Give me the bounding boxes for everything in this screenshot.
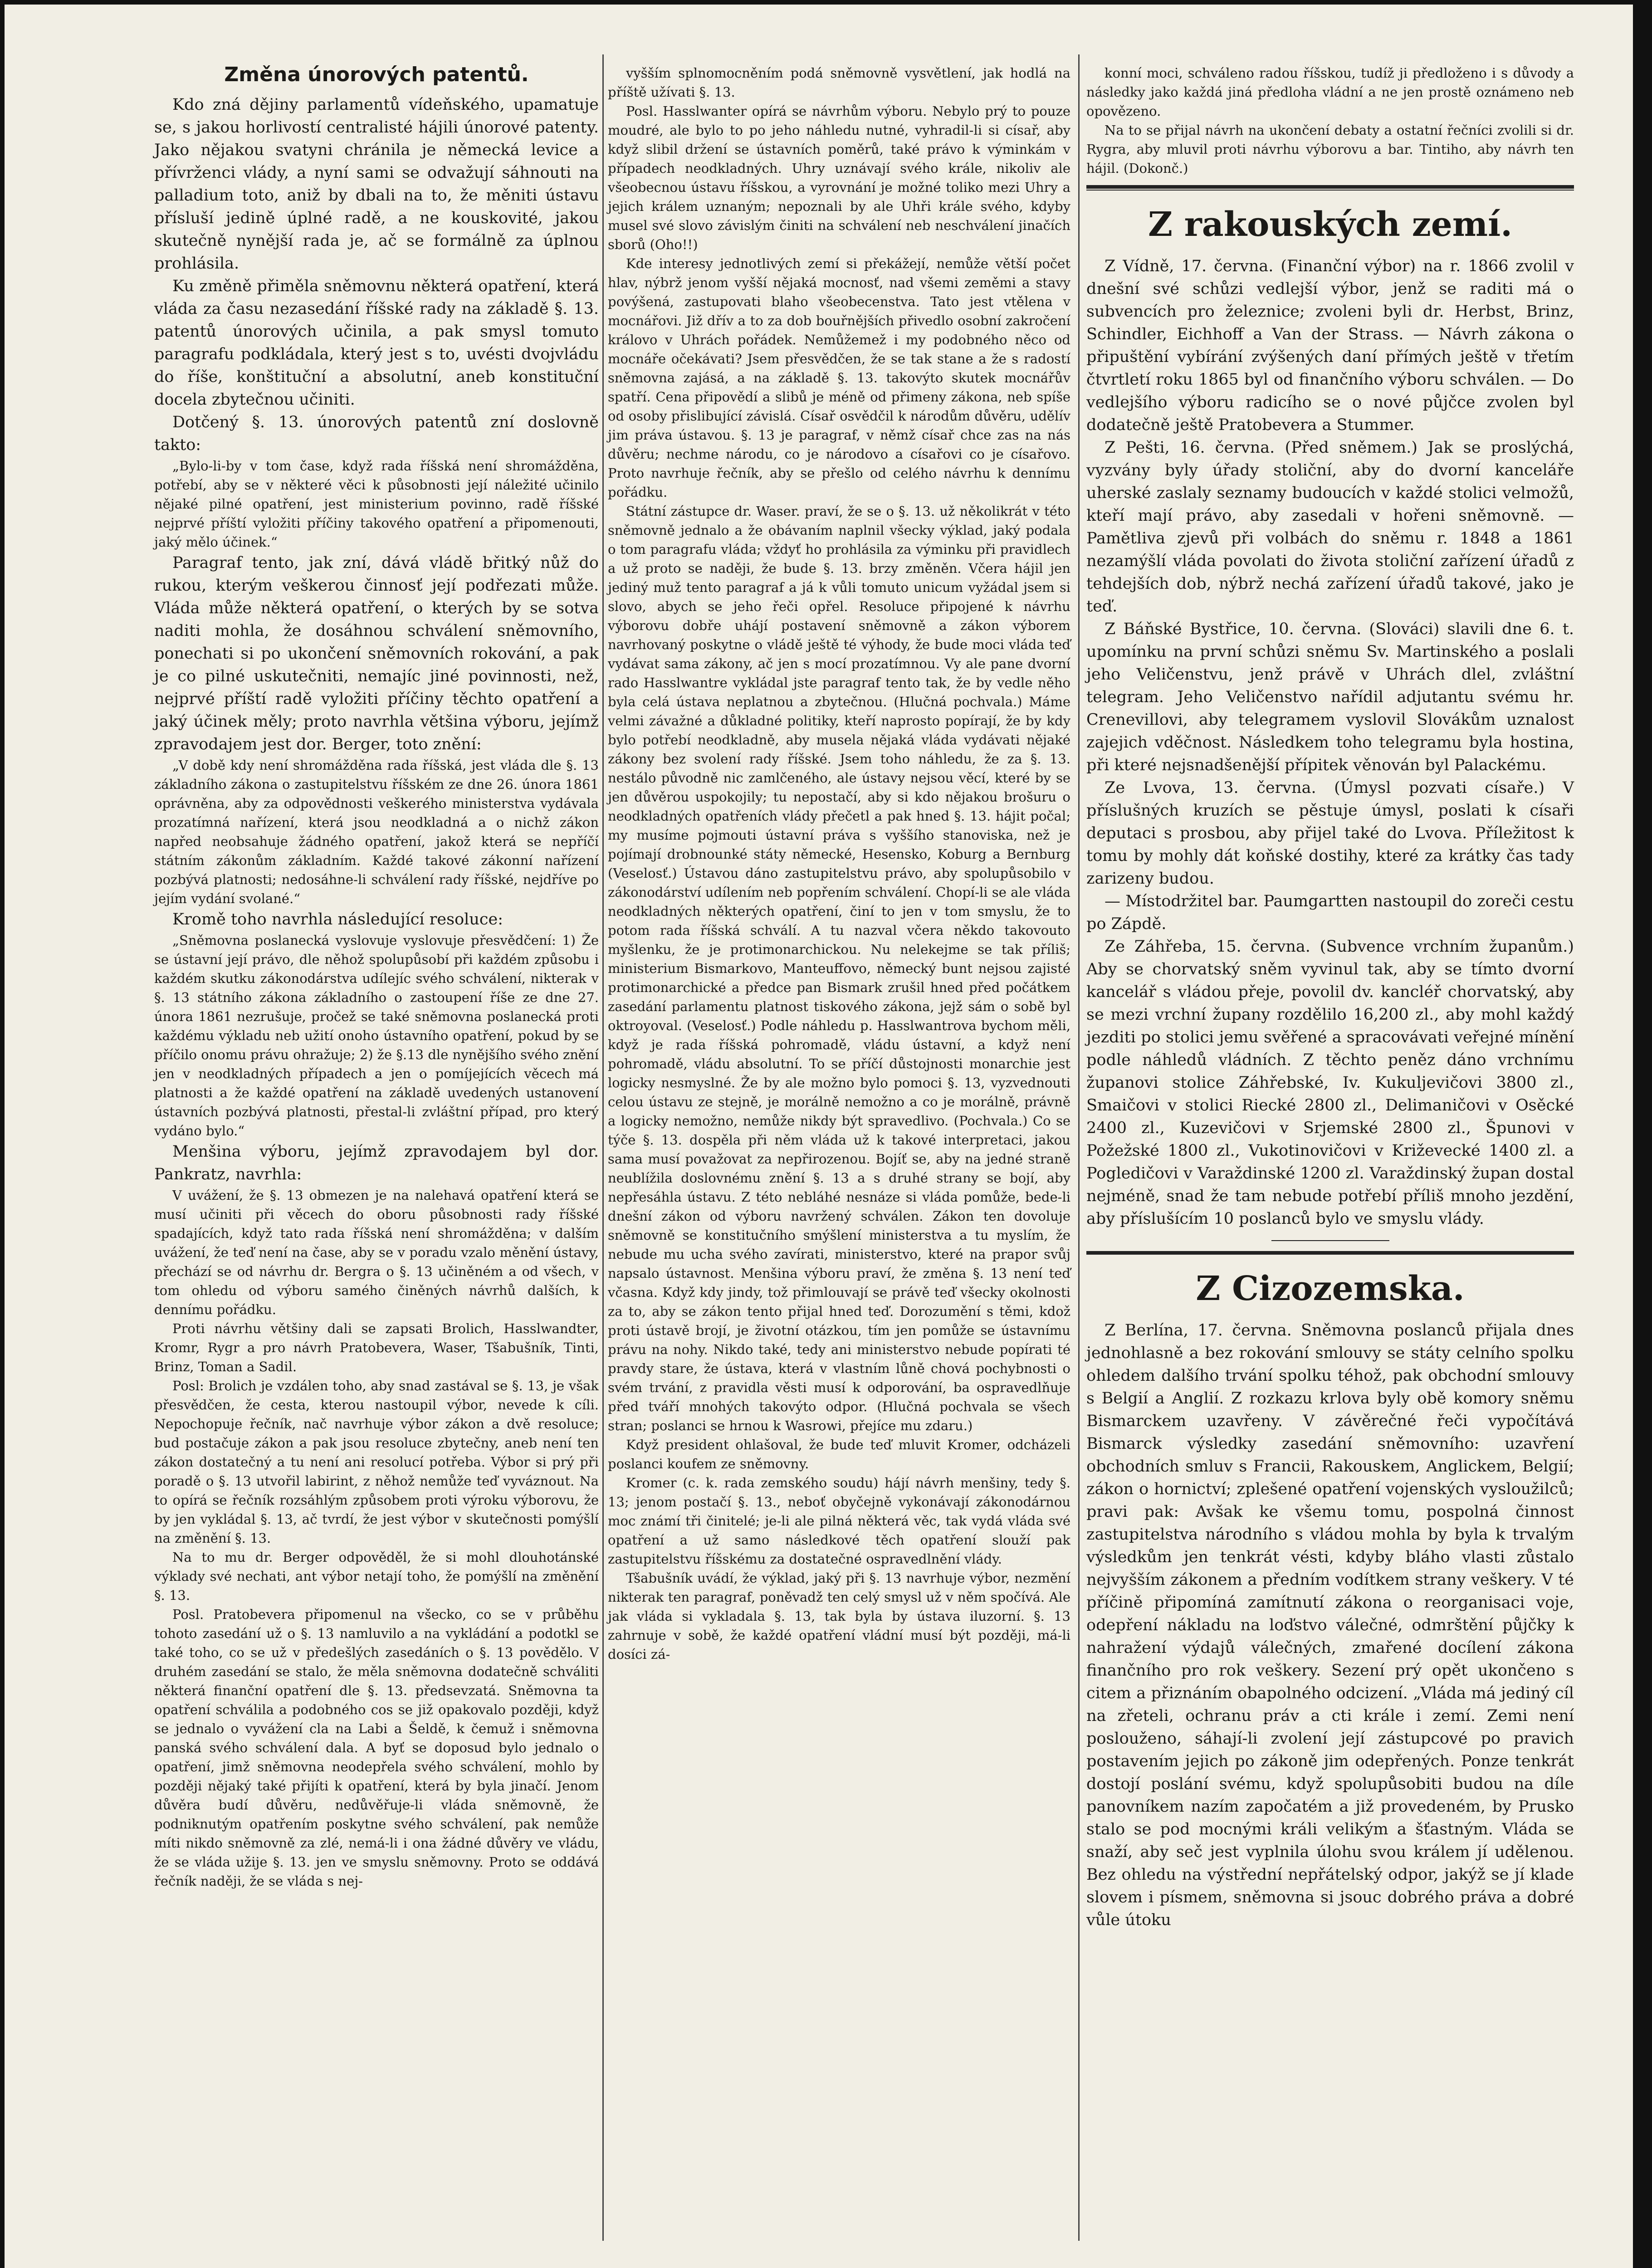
paragraph: Paragraf tento, jak zní, dává vládě břitký nůž do rukou, kterým veškerou činnosť její podřezati může. Vláda může některá opatření, o kterých by se sotva naditi mohla, že dosáhnou schválení sněmovního, ponechati si po ukončení sněmovních rokování, a pak je co pilné uskutečniti, nemajíc jiné povinnosti, než, nejprvé příští radě vyložiti příčiny těchto opatření a jaký účinek měly; proto navrhla většina výboru, jejímž zpravodajem jest dor. Berger, toto znění:: [154, 554, 599, 753]
section-rule: [1086, 1251, 1574, 1255]
paragraph: Z Vídně, 17. června. (Finanční výbor) na r. 1866 zvolil v dnešní své schůzi vedlejší výbor, jenž se raditi má o subvencích pro železnice; zvoleni byli dr. Herbst, Brinz, Schindler, Eichhoff a Van der Strass. — Návrh zákona o připuštění vybírání zvýšených daní přímých ještě v třetím čtvrtletí roku 1865 byl od finančního výboru schválen. — Do vedlejšího výboru radicího se o nové půjčce zvolen byl dodatečně ještě Pratobevera a Stummer.: [1086, 257, 1574, 434]
paragraph: Dotčený §. 13. únorových patentů zní doslovně takto:: [154, 413, 599, 454]
paragraph: Ze Lvova, 13. června. (Úmysl pozvati císaře.) V příslušných kruzích se pěstuje úmysl, poslati k císaři deputaci s prosbou, aby přijel také do Lvova. Příležitost k tomu by mohly dát koňské dostihy, které za krátky čas tady zarizeny budou.: [1086, 779, 1574, 888]
column-divider: [602, 54, 604, 2241]
paragraph: Kromer (c. k. rada zemského soudu) hájí návrh menšiny, tedy §. 13; jenom postačí §. 13., neboť obyčejně vykonávají zákonodárnou moc známí tři činitelé; je-li ale pilná některá věc, tak vydá vláda své opatření a už samo následkové těch opatření slouží pak zastupitelstvu říšskému za dostatečné ospravedlnění vlády.: [608, 1475, 1070, 1567]
paragraph: Proti návrhu většiny dali se zapsati Brolich, Hasslwandter, Kromr, Rygr a pro návrh Pratobevera, Waser, Tšabušník, Tinti, Brinz, Toman a Sadil.: [154, 1321, 599, 1374]
paragraph: Z Pešti, 16. června. (Před sněmem.) Jak se proslýchá, vyzvány byly úřady stoliční, aby do dvorní kanceláře uherské zaslaly seznamy budoucích v každé stolici velmožů, kteří mají právo, aby zasedali v hořeni sněmovně. — Pamětliva zjevů při volbách do sněmu r. 1848 a 1861 nezamýšlí vláda povolati do života stoliční zařízení úřadů z tehdejších dob, nýbrž nechá zařízení úřadů takové, jako je teď.: [1086, 439, 1574, 616]
quotation: „Bylo-li-by v tom čase, když rada říšská není shromážděna, potřebí, aby se v některé věci k působnosti její náležité učinilo nějaké pilné opatření, jest ministerium povinno, radě říšské nejprvé příští vyložiti příčiny takového opatření a připomenouti, jaký mělo účinek.“: [154, 458, 599, 550]
paragraph: Tšabušník uvádí, že výklad, jaký při §. 13 navrhuje výbor, nezmění nikterak ten paragraf, poněvadž ten celý smysl už v něm spočívá. Ale jak vláda si vykladala §. 13, tak byla by ústava iluzorní. §. 13 zahrnuje v sobě, že každé opatření vládní musí být později, má-li dosíci zá-: [608, 1570, 1070, 1662]
section-rule: [1086, 185, 1574, 189]
paragraph: Když president ohlašoval, že bude teď mluvit Kromer, odcházeli poslanci koufem ze sněmovny.: [608, 1437, 1070, 1471]
column-1: [154, 64, 599, 1891]
paragraph: Na to mu dr. Berger odpověděl, že si mohl dlouhotánské výklady své nechati, ant výbor netají toho, že pomýšlí na změnění §. 13.: [154, 1549, 599, 1603]
paragraph: Z Báňské Bystřice, 10. června. (Slováci) slavili dne 6. t. upomínku na první schůzi sněmu Sv. Martinského a poslali jeho Veličenstvu, jenž právě v Uhrách dlel, zvláštní telegram. Jeho Veličenstvo nařídil adjutantu svému hr. Crenevillovi, aby telegramem vyslovil Slovákům uznalost zajejich vděčnost. Následkem toho telegramu byla hostina, při které nejsnadšenější přípitek věnován byl Palackému.: [1086, 620, 1574, 774]
paragraph: Menšina výboru, jejímž zpravodajem byl dor. Pankratz, navrhla:: [154, 1143, 599, 1183]
column-3: [1086, 64, 1574, 1931]
paragraph: Kromě toho navrhla následující resoluce:: [172, 910, 503, 929]
section-rule: [1086, 190, 1574, 191]
quotation: „Sněmovna poslanecká vyslovuje vyslovuje přesvědčení: 1) Že se ústavní její právo, dle něhož spolupůsobí při každém způsobu i každém skutku zákonodárstva udílejíc svého schválení, nikterak v §. 13 státního zákona základního o zastoupení říše ze dne 27. února 1861 nezrušuje, pročež se také sněmovna poslanecká proti každému výkladu neb užití onoho ústavního opatření, pokud by se příčilo onomu právu ohražuje; 2) že §.13 dle nynějšího svého znění jen v neodkladných případech a jen o pomíjejících věcech má platnosti a že každé opatření na základě uvedených ustanovení ústavních pozbývá platnosti, přestal-li zvláštní případ, pro který vydáno bylo.“: [154, 933, 599, 1139]
newspaper-page: [5, 5, 1633, 2268]
section-rule: [1271, 1240, 1389, 1241]
paragraph: konní moci, schváleno radou říšskou, tudíž ji předloženo i s důvody a následky jako každá jiná předloha vládní a ne jen prostě oznámeno neb opovězeno.: [1086, 65, 1574, 119]
section-title: Z Cizozemska.: [1196, 1269, 1465, 1308]
column-divider: [1078, 54, 1080, 2241]
column-2: [608, 64, 1070, 1664]
paragraph: Posl. Pratobevera připomenul na všecko, co se v průběhu tohoto zasedání už o §. 13 namluvilo a na vykládání a podotkl se také toho, co se už v předešlých zasedáních o §. 13 povědělo. V druhém zasedání se stalo, že měla sněmovna dodatečně schváliti některá finanční opatření dle §. 13. předsevzatá. Sněmovna ta opatření schválila a podobného cos se již opakovalo později, když se jednalo o vyvážení cla na Labi a Šeldě, k čemuž i sněmovna panská svého schválení dala. A byť se doposud bylo jednalo o opatření, jimž sněmovna neodepřela svého schválení, mohlo by později nějaký také přijíti k opatření, která by byla jinačí. Jenom důvěra budí důvěru, nedůvěřuje-li vláda sněmovně, že podniknutým opatřením poskytne svého schválení, pak nemůže míti nikdo sněmovně za zlé, nemá-li i ona žádné důvěry ve vládu, že se vláda užije §. 13. jen ve smyslu sněmovny. Proto se oddává řečník naději, že se vláda s nej-: [154, 1607, 599, 1889]
paragraph: Státní zástupce dr. Waser. praví, že se o §. 13. už několikrát v této sněmovně jednalo a že obávaním naplnil všecky výklad, jaký podala o tom paragrafu vláda; vždyť ho prohlásila za výminku při pravidlech a už proto se naději, že bude §. 13. brzy změněn. Včera hájil jen jediný muž tento paragraf a já k vůli tomuto unicum vyžádal jsem si slovo, abych se jeho řeči opřel. Resoluce připojené k návrhu výborovu dobře uhájí postavení sněmovně a zákon výborem navrhovaný poskytne o vládě ještě té výhody, že bude moci vláda teď vydávat sama zákony, ač jen s mocí prozatímnou. Vy ale pane dvorní rado Hasslwantre vykládal jste paragraf tento tak, že by vedle něho byla celá ústava neplatnou a zbytečnou. (Hlučná pochvala.) Máme velmi závažné a důkladné politiky, kteří naprosto popírají, že by kdy bylo potřebí neodkladně, aby musela nějaká vláda vydávati nějaké zákony bez svolení rady říšské. Jsem toho náhledu, že za §. 13. nestálo původně nic zamlčeného, ale ústavy nejsou věcí, které by se jen důvěrou uspokojily; tu nepostačí, aby si kdo nějakou brošuru o neodkladných opatřeních vlády přečetl a pak hned §. 13. hájit počal; my musíme pojmouti ústavní práva s vyššího stanoviska, než je pojímají drobnounké státy německé, Hesensko, Koburg a Bernburg (Veselosť.) Ústavou dáno zastupitelstvu právo, aby spolupůsobilo v zákonodárství udílením neb popřením schválení. Chopí-li se ale vláda neodkladných některých opatření, činí to jen v tom smyslu, že to potom rada říšská schválí. A tu nazval včera někdo takovouto myšlenku, že je protimonarchickou. Nu nelekejme se tak příliš; ministerium Bismarkovo, Manteuffovo, německý bunt nejsou zajisté protimonarchické a předce pan Bismark zrušil hned před počátkem zasedání parlamentu platnost tiskového zákona, jejž sám o sobě byl oktroyoval. (Veselosť.) Podle náhledu p. Hasslwantrova bychom měli, když je rada říšská pohromadě, vládu ústavní, a když není pohromadě, vládu absolutní. To se příčí důstojnosti monarchie jest logicky nesmyslné. Že by ale možno bylo pomoci §. 13, vyzvednouti celou ústavu ze stejně, je morálně nemožno a co je morálně, právně a logicky nemožno, nemůže nikdy být spravedlivo. (Pochvala.) Co se týče §. 13. dospěla při něm vláda už k takové interpretaci, jakou sama musí považovat za nepřirozenou. Bojíť se, aby na jedné straně neublížila doslovnému znění §. 13 a s druhé strany se bojí, aby nepřesáhla ústavu. Z této nebláhé nesnáze si vláda pomůže, bede-li dnešní zákon od výboru navržený schválen. Zákon ten dovoluje sněmovně se konstitučního smýšlení ministerstva a tu myslím, že nebude mu ucha svého zavírati, ministerstvo, které na prapor svůj napsalo ústavnost. Menšina výboru praví, že změna §. 13 není teď včasna. Když kdy jindy, tož přimlouvají se právě teď všecky okolnosti za to, aby se zákon tento přijal hned teď. Dorozumění s těmi, kdož proti ústavě brojí, je životní otázkou, tím jen pomůže se ústavnímu právu na nohy. Nikdo také, tedy ani ministerstvo nebude popírati té pravdy stare, že ústava, která v vlastním lůně chová pochybnosti o svém trvání, z pravidla věsti musí k odporování, ba ospravedlňuje před tváří mnohých takovýto odpor. (Hlučná pochvala se všech stran; poslanci se hrnou k Wasrowi, přejíce mu zdaru.): [608, 503, 1070, 1433]
paragraph: Posl: Brolich je vzdálen toho, aby snad zastával se §. 13, je však přesvědčen, že cesta, kterou nastoupil výbor, nevede k cíli. Nepochopuje řečník, nač navrhuje výbor zákon a dvě resoluce; bud postačuje zákon a pak jsou resoluce zbytečny, aneb není ten zákon dostatečný a tu není ani resolucí potřeba. Výbor si prý při poradě o §. 13 utvořil labirint, z něhož nemůže teď vyváznout. Na to opírá se řečník rozsáhlým způsobem proti výroku výborovu, že by jen vykládal §. 13, ač tvrdí, že jest výbor v skutečnosti pomýšlí na změnění §. 13.: [154, 1378, 599, 1546]
paragraph: Posl. Hasslwanter opírá se návrhům výboru. Nebylo prý to pouze moudré, ale bylo to po jeho náhledu nutné, vyhradil-li si císař, aby když slibil držení se ústavních poměrů, také právo k výminkám v případech neodkladných. Uhry uznávají svého krále, nikoliv ale všeobecnou ústavu říšskou, a vyrovnání je možné toliko mezi Uhry a jejich králem uznaným; nepoznali by ale Uhři krále svého, kdyby musel své slovo závislým činiti na schválení neb neschválení jinačích sborů (Oho!!): [608, 103, 1070, 252]
quotation: „V době kdy není shromážděna rada říšská, jest vláda dle §. 13 základního zákona o zastupitelstvu říšském ze dne 26. února 1861 oprávněna, aby za odpovědnosti veškerého ministerstva vydávala prozatímná nařízení, která jsou neodkladná a o nichž zákon napřed neobsahuje žádného opatření, jakož která se nepříčí státním zákonům základním. Každé takové zákonní nařízení pozbývá platnosti; nedosáhne-li schválení rady říšské, nejdříve po jejím vydání svolané.“: [154, 758, 599, 906]
paragraph: Ze Záhřeba, 15. června. (Subvence vrchním županům.) Aby se chorvatský sněm vyvinul tak, aby se tímto dvorní kancelář s vládou přeje, povolil dv. kancléř chorvatský, aby se mezi vrchní župany rozdělilo 16,200 zl., aby mohl každý jezditi po stolici jemu svěřené a spracovávati veřejné mínění podle náhledů vládních. Z těchto peněz dáno vrchnímu županovi stolice Záhřebské, Iv. Kukuljevičovi 3800 zl., Smaičovi v stolici Riecké 2800 zl., Delimaničovi v Osěcké 2400 zl., Kuzevičovi v Srjemské 2800 zl., Špunovi v Požežské 1800 zl., Vukotinovičovi v Križevecké 1400 zl. a Pogledičovi v Varaždinské 1200 zl. Varaždinský župan dostal nejméně, snad že tam nebude potřebí příliš mnoho jezdění, aby příslušícím 10 poslanců bylo ve smyslu vlády.: [1086, 938, 1574, 1228]
section-title: Z rakouských zemí.: [1148, 205, 1512, 244]
paragraph: vyšším splnomocněním podá sněmovně vysvětlení, jak hodlá na příště užívati §. 13.: [608, 65, 1070, 100]
paragraph: Na to se přijal návrh na ukončení debaty a ostatní řečníci zvolili si dr. Rygra, aby mluvil proti návrhu výborovu a bar. Tintiho, aby návrh ten hájil. (Dokonč.): [1086, 122, 1574, 176]
paragraph: Kdo zná dějiny parlamentů vídeňského, upamatuje se, s jakou horlivostí centralisté hájili únorové patenty. Jako nějakou svatyni chránila je německá levice a přívrženci vlády, a nyní sami se odvažují sáhnouti na palladium toto, aniž by dbali na to, že měniti ústavu přísluší jedině úplné radě, a ne kouskovité, jakou skutečně nynější rada je, ač se formálně za úplnou prohlásila.: [154, 96, 599, 273]
paragraph: Ku změně přiměla sněmovnu některá opatření, která vláda za času nezasedání říšské rady na základě §. 13. patentů únorových učinila, a pak smysl tomuto paragrafu podkládala, který jest s to, uvésti dvojvládu do říše, konštituční a absolutní, aneb konstituční docela zbytečnou učiniti.: [154, 277, 599, 409]
article-title: Změna únorových patentů.: [224, 63, 529, 86]
paragraph: Z Berlína, 17. června. Sněmovna poslanců přijala dnes jednohlasně a bez rokování smlouvy se státy celního spolku ohledem dalšího trvání spolku téhož, pak obchodní smlouvy s Belgií a Anglií. Z rozkazu krlova byly obě komory sněmu Bismarckem uzavřeny. V závěrečné řeči vypočítává Bismarck výsledky zasedání sněmovního: uzavření obchodních smluv s Francii, Rakouskem, Anglickem, Belgií; zákon o hornictví; zplešené opatření vojenských vysloužilců; pravi pak: Avšak ke všemu tomu, pospolná činnost zastupitelstva národního s vládou mohla by byla k trvalým výsledkům jen tenkrát vésti, kdyby bláho vlasti zůstalo nejvyšším zákonem a předním vodítkem strany veškery. V té příčině připomíná zamítnutí zákona o reorganisaci voje, odepření nákladu na loďstvo válečné, odmrštění půjčky k nahražení výdajů válečných, zmařené docílení zákona finančního pro rok veškery. Sezení prý opět ukončeno s citem a přiznáním obapolného odcizení. „Vláda má jediný cíl na zřeteli, ochranu práv a cti krále i zemí. Zemi není poslouženo, sáhají-li zvolení její zástupcové po pravich postavením jejich po zákoně jim odepřených. Ponze tenkrát dostojí poslání svému, když spolupůsobiti budou na díle panovníkem nazím započatém a již provedeném, by Prusko stalo se pod mocnými králi velikým a šťastným. Vláda se snaží, aby seč jest vyplnila úlohu svou králem jí udělenou. Bez ohledu na výstřední nepřátelský odpor, jakýž se jí klade slovem i písmem, sněmovna si jsouc dobrého práva a dobré vůle útoku: [1086, 1321, 1574, 1929]
quotation: V uvážení, že §. 13 obmezen je na nalehavá opatření která se musí učiniti při věcech do oboru působnosti rady říšské spadajících, když tato rada říšská není shromážděna; v dalším uvážení, že teď není na čase, aby se v poradu vzalo měnění ústavy, přechází se od návrhu dr. Bergra o §. 13 učiněném a od všech, v tom ohledu od výboru samého činěných návrhů dalších, k dennímu pořádku.: [154, 1188, 599, 1317]
paragraph: — Místodržitel bar. Paumgartten nastoupil do zoreči cestu po Zápdě.: [1086, 892, 1574, 933]
paragraph: Kde interesy jednotlivých zemí si překážejí, nemůže větší počet hlav, nýbrž jenom vyšší nějaká mocnosť, nad všemi zeměmi a stavy povýšená, zastupovati blaho všeobecenstva. Tato jest vtělena v mocnářovi. Již dřív a to za dob bouřnějších přivedlo osobní zakročení královo v Uhrách pořádek. Nemůžemež i my podobného něco od mocnáře očekávati? Jsem přesvědčen, že se tak stane a že s radostí sněmovna zajásá, a na základě §. 13. takovýto skutek mocnářův spatří. Cena připovědí a slibů je méně od přimeny zákona, neb spíše od osoby přislibující závislá. Císař osvědčil k národům důvěru, udělív jim práva ústavou. §. 13 je paragraf, v němž císař chce zas na nás důvěru; nechme národu, co je národovo a císařovi co je císařovo. Proto navrhuje řečník, aby se přešlo od celého návrhu k dennímu pořádku.: [608, 256, 1070, 500]
